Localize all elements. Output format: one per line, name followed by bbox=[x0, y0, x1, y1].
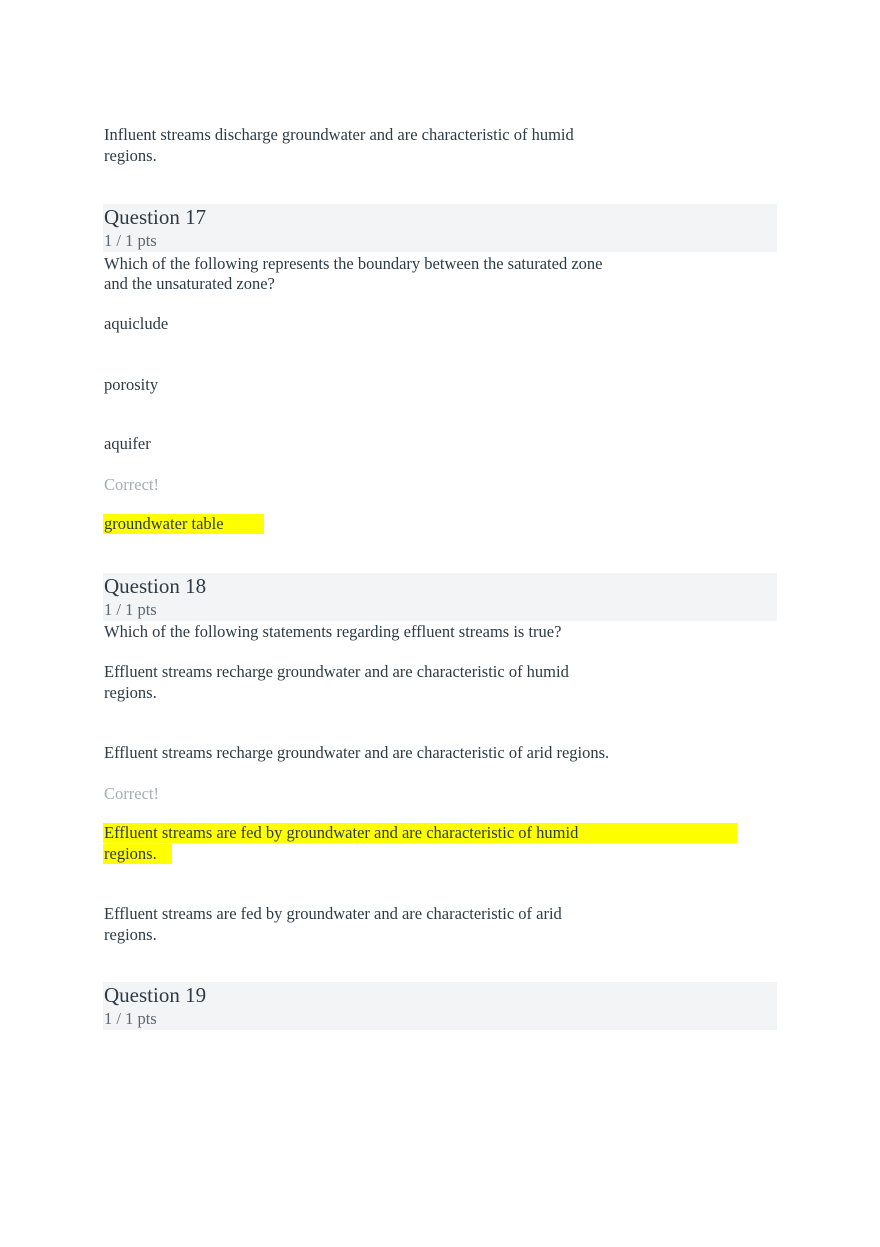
correct-answer[interactable] bbox=[103, 514, 264, 534]
correct-label: Correct! bbox=[104, 784, 159, 803]
question-title: Question 19 bbox=[104, 983, 207, 1007]
correct-answer-line: Effluent streams are fed by groundwater and are characteristic of humid bbox=[103, 823, 737, 843]
answer-option-porosity[interactable]: porosity bbox=[104, 375, 159, 394]
answer-option-1[interactable]: Effluent streams recharge groundwater and are characteristic of humid bbox=[104, 662, 569, 681]
question-prompt: Which of the following statements regarding effluent streams is true? bbox=[104, 622, 562, 641]
correct-label: Correct! bbox=[104, 475, 159, 494]
question-17-header bbox=[103, 204, 777, 252]
answer-option-4-continued[interactable]: regions. bbox=[104, 925, 157, 944]
question-points: 1 / 1 pts bbox=[104, 1009, 157, 1028]
correct-answer-line: regions. bbox=[103, 844, 172, 864]
answer-option-2[interactable]: Effluent streams recharge groundwater and are characteristic of arid regions. bbox=[104, 743, 610, 762]
question-points: 1 / 1 pts bbox=[104, 600, 157, 619]
correct-answer-text: groundwater table bbox=[103, 514, 264, 534]
answer-option-aquifer[interactable]: aquifer bbox=[104, 434, 151, 453]
question-prompt: and the unsaturated zone? bbox=[104, 274, 275, 293]
answer-option-aquiclude[interactable]: aquiclude bbox=[104, 314, 169, 333]
answer-option-4[interactable]: Effluent streams are fed by groundwater and are characteristic of arid bbox=[104, 904, 562, 923]
answer-option-text: Influent streams discharge groundwater and are characteristic of humid bbox=[104, 125, 574, 144]
question-points: 1 / 1 pts bbox=[104, 231, 157, 250]
question-title: Question 18 bbox=[104, 574, 207, 598]
question-18-header bbox=[103, 573, 777, 621]
correct-answer-continued[interactable] bbox=[103, 844, 172, 864]
answer-option-1-continued[interactable]: regions. bbox=[104, 683, 157, 702]
answer-option-text: regions. bbox=[104, 146, 157, 165]
question-title: Question 17 bbox=[104, 205, 207, 229]
correct-answer[interactable] bbox=[103, 823, 737, 843]
question-19-header bbox=[103, 982, 777, 1030]
question-prompt: Which of the following represents the boundary between the saturated zone bbox=[104, 254, 603, 273]
